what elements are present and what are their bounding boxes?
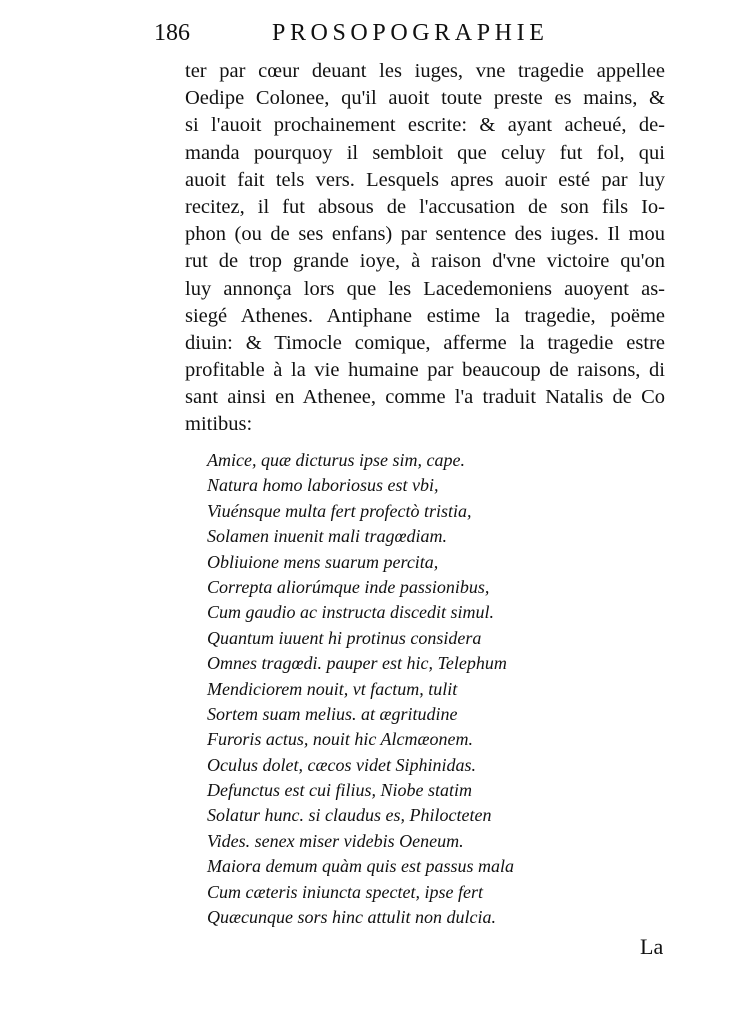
catchword: La bbox=[640, 934, 664, 959]
prose-line: Oedipe Colonee, qu'il auoit toute preste es mains, & bbox=[185, 87, 665, 110]
verse-line: Solatur hunc. si claudus es, Philocteten bbox=[207, 805, 492, 826]
prose-line: diuin: & Timocle comique, afferme la tragedie estre bbox=[185, 331, 665, 354]
verse-line: Omnes tragœdi. pauper est hic, Telephum bbox=[207, 653, 507, 674]
prose-line: mitibus: bbox=[185, 413, 253, 436]
verse-line: Sortem suam melius. at ægritudine bbox=[207, 703, 458, 724]
verse-line: Furoris actus, nouit hic Alcmæonem. bbox=[207, 729, 473, 750]
verse-line: Vides. senex miser videbis Oeneum. bbox=[207, 830, 464, 851]
verse-line: Natura homo laboriosus est vbi, bbox=[207, 475, 439, 496]
prose-line: siegé Athenes. Antiphane estime la tragedie, poëme bbox=[185, 304, 665, 327]
prose-line: manda pourquoy il sembloit que celuy fut fol, qui bbox=[185, 141, 665, 164]
prose-line: auoit fait tels vers. Lesquels apres auoir esté par luy bbox=[185, 168, 665, 191]
page-number: 186 bbox=[154, 20, 190, 46]
prose-line: profitable à la vie humaine par beaucoup de raisons, di bbox=[185, 359, 665, 382]
prose-line: ter par cœur deuant les iuges, vne tragedie appellee bbox=[185, 60, 665, 82]
verse-line: Solamen inuenit mali tragœdiam. bbox=[207, 526, 447, 547]
verse-line: Cum cæteris iniuncta spectet, ipse fert bbox=[207, 881, 483, 902]
verse-line: Correpta aliorúmque inde passionibus, bbox=[207, 576, 490, 597]
verse-line: Quæcunque sors hinc attulit non dulcia. bbox=[207, 907, 496, 928]
verse-line: Viuénsque multa fert profectò tristia, bbox=[207, 500, 472, 521]
verse-line: Oculus dolet, cæcos videt Siphinidas. bbox=[207, 754, 476, 775]
verse-line: Cum gaudio ac instructa discedit simul. bbox=[207, 602, 494, 623]
verse-line: Quantum iuuent hi protinus considera bbox=[207, 627, 482, 648]
prose-line: phon (ou de ses enfans) par sentence des iuges. Il mou bbox=[185, 223, 665, 246]
prose-line: rut de trop grande ioye, à raison d'vne victoire qu'on bbox=[185, 250, 665, 273]
verse-line: Mendiciorem nouit, vt factum, tulit bbox=[207, 678, 458, 699]
verse-line: Maiora demum quàm quis est passus mala bbox=[207, 856, 515, 877]
prose-line: recitez, il fut absous de l'accusation de son fils Io- bbox=[185, 195, 665, 218]
prose-line: sant ainsi en Athenee, comme l'a traduit Natalis de Co bbox=[185, 386, 665, 409]
running-head: PROSOPOGRAPHIE bbox=[272, 20, 549, 46]
verse-block bbox=[207, 448, 514, 930]
verse-line: Obliuione mens suarum percita, bbox=[207, 551, 439, 572]
verse-line: Defunctus est cui filius, Niobe statim bbox=[207, 780, 472, 801]
prose-line: luy annonça lors que les Lacedemoniens auoyent as- bbox=[185, 277, 665, 300]
verse-line: Amice, quæ dicturus ipse sim, cape. bbox=[207, 450, 465, 470]
prose-block bbox=[185, 58, 665, 439]
prose-line: si l'auoit prochainement escrite: & ayant acheué, de- bbox=[185, 114, 665, 137]
